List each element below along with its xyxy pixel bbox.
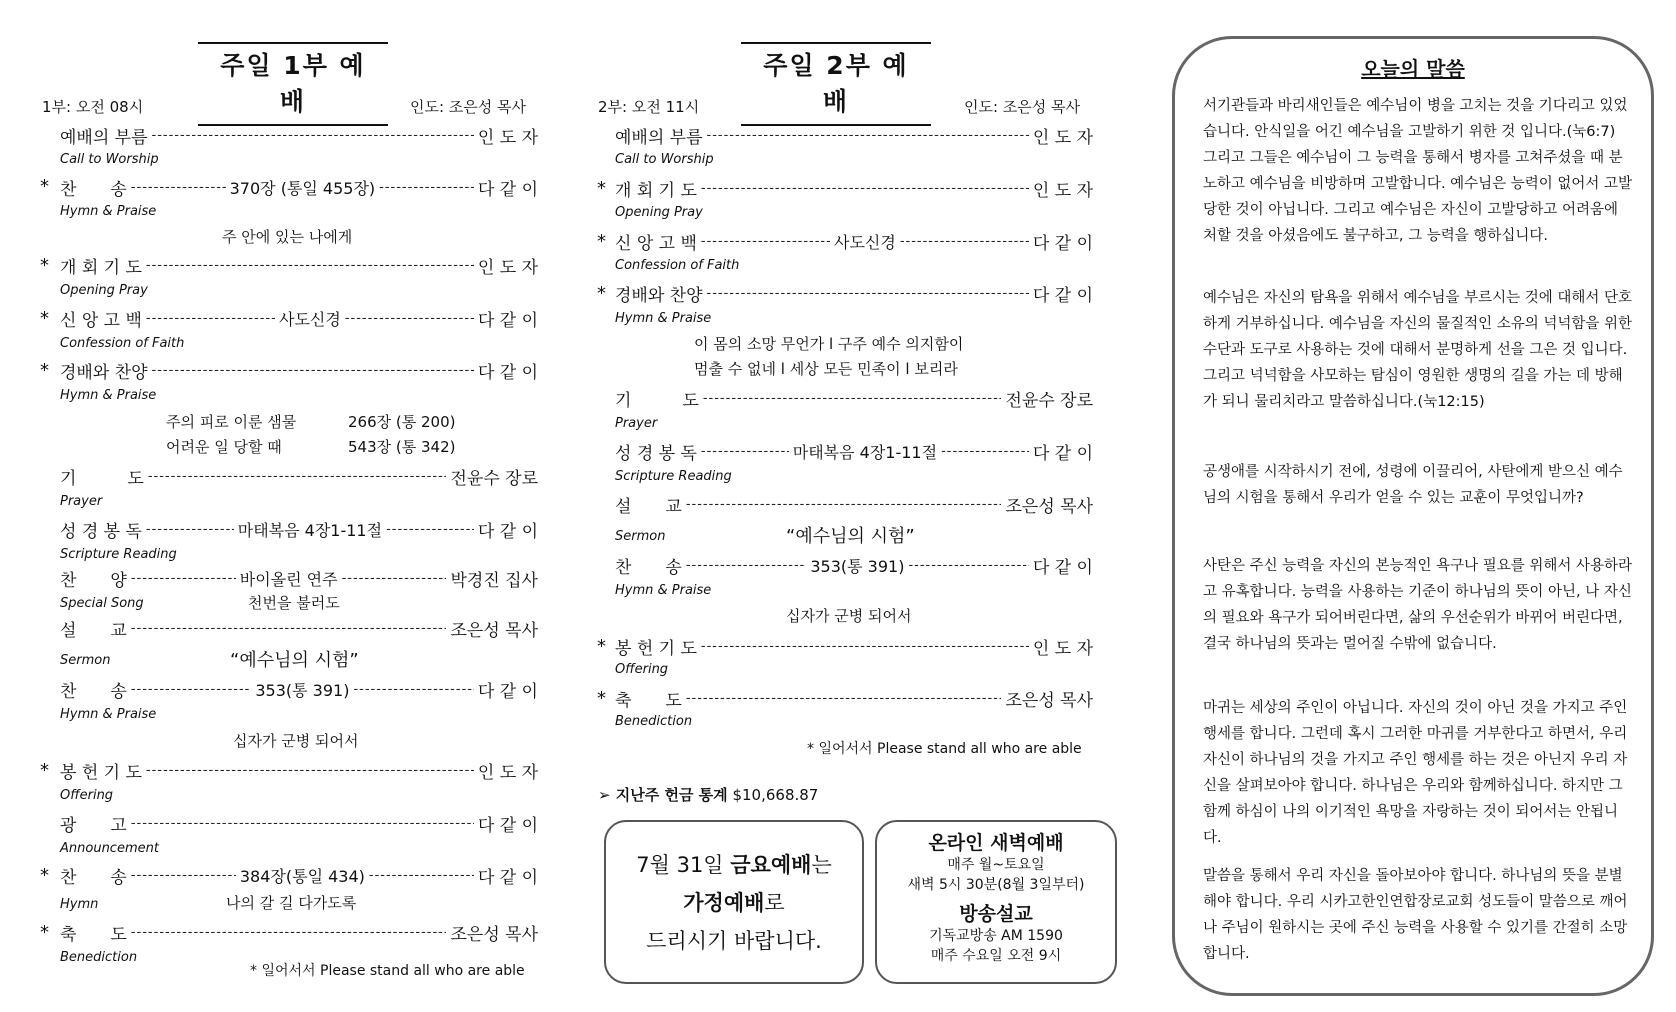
s1-opening-en: Opening Pray <box>60 283 148 298</box>
s2-sermon-who: 조은성 목사 <box>1005 497 1093 517</box>
s1-call-row <box>60 123 538 148</box>
s1-bless-who: 조은성 목사 <box>450 925 538 945</box>
s1-bless-row <box>60 920 538 945</box>
broadcast-time: 매주 수요일 오전 9시 <box>930 948 1062 964</box>
word-paragraph-1 <box>1203 93 1633 249</box>
s1-stand-marker: * <box>40 255 49 276</box>
s1-announce-label: 광 고 <box>60 816 127 836</box>
s1-special-row <box>60 566 538 591</box>
s2-call-row <box>615 123 1093 148</box>
s2-stand-marker: * <box>597 283 606 304</box>
s1-special-en: Special Song <box>60 596 144 611</box>
friday-request: 드리시기 바랍니다. <box>646 929 822 953</box>
s2-scripture-row <box>615 439 1093 464</box>
s1-announce-row <box>60 811 538 836</box>
s2-prayer-who: 전윤수 장로 <box>1005 391 1093 411</box>
s2-prayer-label: 기 도 <box>615 391 699 411</box>
s2-praise-song1: 이 몸의 소망 무언가 l 구주 예수 의지함이 <box>694 335 964 353</box>
s2-creed-mid: 사도신경 <box>834 233 896 252</box>
s1-hymn3-row <box>60 863 538 888</box>
s2-opening-en: Opening Pray <box>615 205 703 220</box>
s1-scripture-mid: 마태복음 4장1-11절 <box>237 521 383 540</box>
s2-creed-label: 신 앙 고 백 <box>615 234 697 254</box>
s1-creed-row <box>60 306 538 331</box>
s2-offering-row <box>615 634 1093 659</box>
word-paragraph-4 <box>1203 553 1633 657</box>
friday-date: 7월 31일 <box>636 853 731 877</box>
s1-hymn3-label: 찬 송 <box>60 868 127 888</box>
s1-stand-marker: * <box>40 176 49 197</box>
s1-hymn3-song: 나의 갈 길 다가도록 <box>226 894 357 912</box>
s1-creed-en: Confession of Faith <box>60 336 185 351</box>
s2-sermon-label: 설 교 <box>615 497 682 517</box>
home-worship: 가정예배 <box>683 891 765 915</box>
s1-offering-row <box>60 758 538 783</box>
s1-praise-row <box>60 358 538 383</box>
word-paragraph-2 <box>1203 285 1633 415</box>
s1-hymn1-song: 주 안에 있는 나에게 <box>222 228 353 246</box>
s2-offering-en: Offering <box>615 662 669 677</box>
s2-stand-marker: * <box>597 231 606 252</box>
s2-praise-en: Hymn & Praise <box>615 311 712 326</box>
s2-hymn-who: 다 같 이 <box>1032 558 1093 578</box>
s2-hymn-row <box>615 553 1093 578</box>
todays-word-panel <box>1172 36 1654 996</box>
s2-scripture-who: 다 같 이 <box>1032 444 1093 464</box>
s1-special-label: 찬 양 <box>60 571 127 591</box>
offering-stats-label: ➢ 지난주 헌금 통계 <box>598 786 728 804</box>
s1-scripture-row <box>60 517 538 542</box>
friday-notice-box <box>604 820 864 984</box>
s1-offering-who: 인 도 자 <box>477 763 538 783</box>
s2-praise-row <box>615 281 1093 306</box>
s2-prayer-row <box>615 386 1093 411</box>
s2-bless-en: Benediction <box>615 714 693 729</box>
s1-prayer-who: 전윤수 장로 <box>450 469 538 489</box>
s1-hymn3-no: 384장(통일 434) <box>239 867 365 886</box>
friday-particle: 는 <box>811 853 832 877</box>
s2-sermon-title: “예수님의 시험” <box>786 526 915 547</box>
s1-offering-label: 봉 헌 기 도 <box>60 763 142 783</box>
s2-opening-label: 개 회 기 도 <box>615 181 697 201</box>
service1-leader: 인도: 조은성 목사 <box>410 98 527 116</box>
s2-hymn-label: 찬 송 <box>615 558 682 578</box>
s1-creed-mid: 사도신경 <box>279 310 341 329</box>
word-paragraph-3 <box>1203 459 1633 511</box>
service1-title: 주일 1부 예배 <box>198 42 388 126</box>
s2-stand-marker: * <box>597 688 606 709</box>
s1-opening-who: 인 도 자 <box>477 258 538 278</box>
s2-praise-song2: 멈출 수 없네 l 세상 모든 민족이 l 보리라 <box>694 360 958 378</box>
s1-stand-marker: * <box>40 865 49 886</box>
s1-hymn2-song: 십자가 군병 되어서 <box>233 732 359 750</box>
s1-hymn3-who: 다 같 이 <box>477 868 538 888</box>
s1-praise-who: 다 같 이 <box>477 363 538 383</box>
s1-stand-marker: * <box>40 308 49 329</box>
s1-stand-note: * 일어서서 Please stand all who are able <box>250 963 525 979</box>
s1-scripture-who: 다 같 이 <box>477 522 538 542</box>
service1-time: 1부: 오전 08시 <box>42 98 144 116</box>
s1-opening-label: 개 회 기 도 <box>60 258 142 278</box>
s1-creed-label: 신 앙 고 백 <box>60 311 142 331</box>
word-paragraph-text: 예수님은 자신의 탐욕을 위해서 예수님을 부르시는 것에 대해서 단호하게 거부하십니다. 예수님을 자신의 물질적인 소유의 넉넉함을 위한 수단과 도구로 사용하는 것에 대해서 분명하게 선을 그은 것 입니다.그리고 넉넉함을 사모하는 탐심이 영원한 생명의 길을 가는 데 방해가 되니 물리치라고 말씀하십니다.(눅12:15) <box>1203 290 1633 410</box>
s1-praise-song2-no: 543장 (통 342) <box>348 438 456 456</box>
word-paragraph-text: 서기관들과 바리새인들은 예수님이 병을 고치는 것을 기다리고 있었습니다. 안식일을 어긴 예수님을 고발하기 위한 것 입니다.(눅6:7) 그리고 그들은 예수님이 그 능력을 통해서 병자를 고쳐주셨을 때 분노하고 예수님을 비방하며 고발합니다. 예수님은 능력이 없어서 고발당한 것이 아닙니다. 그리고 예수님은 자신이 고발당하고 어려움에 처할 것을 아셨음에도 불구하고, 그 능력을 행하십니다. <box>1203 98 1633 244</box>
s2-bless-row <box>615 686 1093 711</box>
s1-bless-en: Benediction <box>60 950 138 965</box>
online-dawn-title: 온라인 새벽예배 <box>928 832 1064 854</box>
s1-praise-song1-no: 266장 (통 200) <box>348 413 456 431</box>
s1-hymn1-row <box>60 175 538 200</box>
s1-prayer-label: 기 도 <box>60 469 144 489</box>
s1-hymn2-who: 다 같 이 <box>477 682 538 702</box>
word-paragraph-5 <box>1203 695 1633 851</box>
s2-sermon-en: Sermon <box>615 529 666 544</box>
online-days: 매주 월~토요일 <box>947 857 1045 873</box>
s2-hymn-song: 십자가 군병 되어서 <box>786 607 912 625</box>
s2-stand-note: * 일어서서 Please stand all who are able <box>807 741 1082 757</box>
online-time: 새벽 5시 30분(8월 3일부터) <box>907 877 1085 893</box>
s1-praise-song1: 주의 피로 이룬 샘물 <box>166 413 297 431</box>
todays-word-title: 오늘의 말씀 <box>1361 57 1465 81</box>
s1-prayer-row <box>60 464 538 489</box>
offering-stats <box>598 784 818 805</box>
s1-hymn2-no: 353(통 391) <box>255 681 350 700</box>
word-paragraph-6 <box>1203 863 1633 967</box>
service2-leader: 인도: 조은성 목사 <box>964 98 1081 116</box>
s1-offering-en: Offering <box>60 788 114 803</box>
s1-special-song: 천번을 불러도 <box>248 594 340 612</box>
online-notice-box <box>875 820 1117 984</box>
s1-hymn3-en: Hymn <box>60 897 99 912</box>
s2-creed-who: 다 같 이 <box>1032 234 1093 254</box>
s1-sermon-en: Sermon <box>60 653 111 668</box>
service2-title: 주일 2부 예배 <box>741 42 931 126</box>
s1-sermon-row <box>60 616 538 641</box>
s1-opening-row <box>60 253 538 278</box>
s2-praise-who: 다 같 이 <box>1032 286 1093 306</box>
s2-stand-marker: * <box>597 636 606 657</box>
s1-prayer-en: Prayer <box>60 494 103 509</box>
s1-hymn2-row <box>60 677 538 702</box>
s2-opening-who: 인 도 자 <box>1032 181 1093 201</box>
s1-announce-who: 다 같 이 <box>477 816 538 836</box>
s1-bless-label: 축 도 <box>60 925 127 945</box>
s1-stand-marker: * <box>40 360 49 381</box>
s1-creed-who: 다 같 이 <box>477 311 538 331</box>
s1-announce-en: Announcement <box>60 841 159 856</box>
s1-hymn1-who: 다 같 이 <box>477 180 538 200</box>
s2-offering-label: 봉 헌 기 도 <box>615 639 697 659</box>
s2-opening-row <box>615 176 1093 201</box>
s2-creed-en: Confession of Faith <box>615 258 740 273</box>
s1-praise-song2: 어려운 일 당할 때 <box>166 438 282 456</box>
s2-scripture-mid: 마태복음 4장1-11절 <box>792 443 938 462</box>
s2-hymn-en: Hymn & Praise <box>615 583 712 598</box>
s2-scripture-en: Scripture Reading <box>615 469 732 484</box>
service2-time: 2부: 오전 11시 <box>598 98 700 116</box>
s2-prayer-en: Prayer <box>615 416 658 431</box>
s2-stand-marker: * <box>597 178 606 199</box>
word-paragraph-text: 말씀을 통해서 우리 자신을 돌아보아야 합니다. 하나님의 뜻을 분별해야 합니다. 우리 시카고한인연합장로교회 성도들이 말씀으로 깨어나 주님이 원하시는 곳에 주신 능력을 사용할 수 있기를 간절히 소망합니다. <box>1203 868 1628 962</box>
s1-hymn1-label: 찬 송 <box>60 180 127 200</box>
home-worship-particle: 로 <box>764 891 785 915</box>
s1-call-who: 인 도 자 <box>477 128 538 148</box>
s1-hymn1-no: 370장 (통일 455장) <box>229 179 376 198</box>
s2-creed-row <box>615 229 1093 254</box>
s2-praise-label: 경배와 찬양 <box>615 286 703 306</box>
broadcast-station: 기독교방송 AM 1590 <box>929 928 1063 944</box>
s1-hymn2-en: Hymn & Praise <box>60 707 157 722</box>
s1-special-mid: 바이올린 연주 <box>239 570 338 589</box>
s1-hymn1-en: Hymn & Praise <box>60 204 157 219</box>
s2-call-label: 예배의 부름 <box>615 128 703 148</box>
s2-call-who: 인 도 자 <box>1032 128 1093 148</box>
s1-sermon-title: “예수님의 시험” <box>230 650 359 671</box>
s1-sermon-label: 설 교 <box>60 621 127 641</box>
s1-stand-marker: * <box>40 760 49 781</box>
s2-call-en: Call to Worship <box>615 152 714 167</box>
s2-hymn-no: 353(통 391) <box>810 557 905 576</box>
offering-stats-value: $10,668.87 <box>732 786 819 804</box>
s2-bless-label: 축 도 <box>615 691 682 711</box>
word-paragraph-text: 마귀는 세상의 주인이 아닙니다. 자신의 것이 아닌 것을 가지고 주인 행세를 합니다. 그런데 혹시 그러한 마귀를 거부한다고 하면서, 우리 자신이 하나님의 것을 가지고 주인 행세를 하는 것은 아닌지 우리 자신을 살펴보아야 합니다. 하나님은 우리와 함께하십니다. 하지만 그 함께 하심이 나의 이기적인 욕망을 자랑하는 것이 되어서는 안됩니다. <box>1203 700 1628 846</box>
s2-sermon-row <box>615 492 1093 517</box>
s2-scripture-label: 성 경 봉 독 <box>615 444 697 464</box>
s1-hymn2-label: 찬 송 <box>60 682 127 702</box>
s1-praise-en: Hymn & Praise <box>60 388 157 403</box>
s1-call-en: Call to Worship <box>60 152 159 167</box>
s1-sermon-who: 조은성 목사 <box>450 621 538 641</box>
s1-call-label: 예배의 부름 <box>60 128 148 148</box>
s2-bless-who: 조은성 목사 <box>1005 691 1093 711</box>
word-paragraph-text: 공생애를 시작하시기 전에, 성령에 이끌리어, 사탄에게 받으신 예수님의 시험을 통해서 우리가 얻을 수 있는 교훈이 무엇입니까? <box>1203 464 1623 506</box>
s1-scripture-en: Scripture Reading <box>60 547 177 562</box>
broadcast-title: 방송설교 <box>959 903 1033 925</box>
word-paragraph-text: 사탄은 주신 능력을 자신의 본능적인 욕구나 필요를 위해서 사용하라고 유혹합니다. 능력을 사용하는 기준이 하나님의 뜻이 아닌, 나 자신의 필요와 욕구가 되어버린다면, 삶의 우선순위가 바뀌어 버린다면, 결국 하나님의 뜻과는 멀어질 수밖에 없습니다. <box>1203 558 1633 652</box>
friday-service: 금요예배 <box>730 853 812 877</box>
s1-special-who: 박경진 집사 <box>450 571 538 591</box>
s1-scripture-label: 성 경 봉 독 <box>60 522 142 542</box>
s1-praise-label: 경배와 찬양 <box>60 363 148 383</box>
s2-offering-who: 인 도 자 <box>1032 639 1093 659</box>
s1-stand-marker: * <box>40 922 49 943</box>
